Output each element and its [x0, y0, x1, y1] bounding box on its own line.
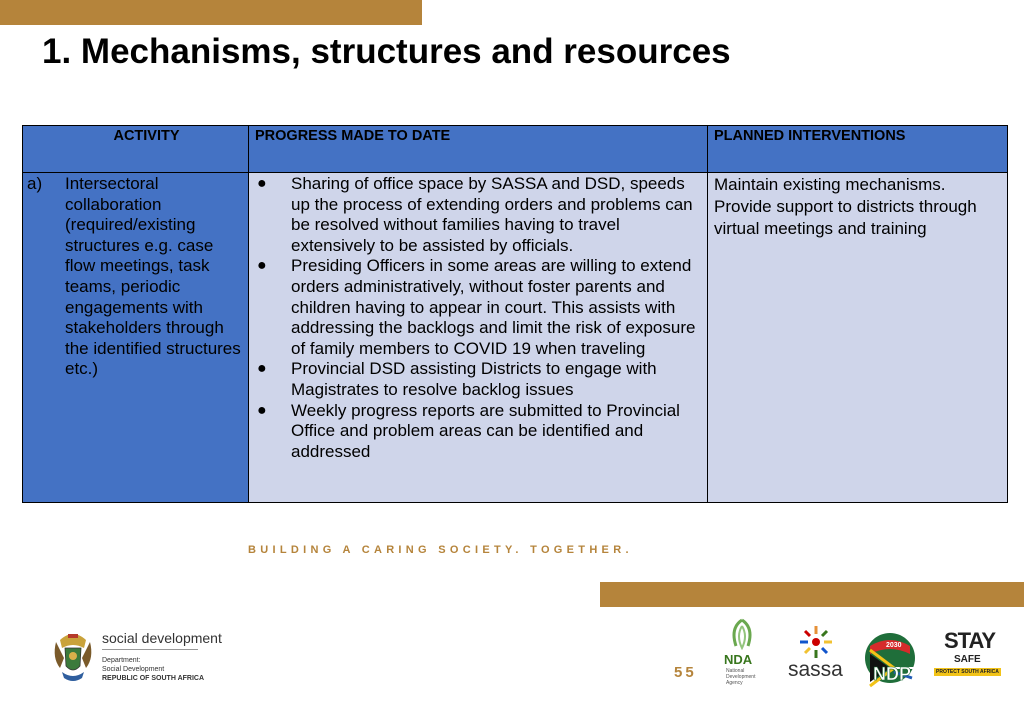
progress-list — [253, 174, 703, 462]
progress-item-text: Sharing of office space by SASSA and DSD, speeds up the process of extending orders and problems can be resolved without families having to travel extensively to be assisted by officials. — [291, 174, 693, 255]
dsd-line1: Department: — [102, 657, 141, 664]
planned-line: Maintain existing mechanisms. — [714, 175, 946, 194]
activity-text: Intersectoral collaboration (required/existing structures e.g. case flow meetings, task teams, periodic engagements with stakeholders through the identified structures etc.) — [65, 174, 241, 379]
nda-abbr: NDA — [724, 652, 753, 667]
staysafe-top: STAY — [944, 628, 996, 653]
sassa-name: sassa — [788, 658, 843, 681]
header-planned: PLANNED INTERVENTIONS — [708, 126, 1008, 173]
planned-line: Provide support to districts through virtual meetings and training — [714, 197, 977, 238]
top-accent-bar — [0, 0, 422, 25]
dsd-line2: Social Development — [102, 666, 165, 673]
dsd-logo — [52, 624, 222, 688]
dsd-divider — [102, 649, 198, 650]
bullet-icon: ● — [257, 175, 267, 192]
header-progress: PROGRESS MADE TO DATE — [249, 126, 708, 173]
activity-cell — [23, 173, 249, 503]
ndp-year: 2030 — [886, 642, 902, 649]
sassa-logo — [786, 624, 846, 692]
staysafe-banner: PROTECT SOUTH AFRICA — [936, 669, 999, 675]
tagline: BUILDING A CARING SOCIETY. TOGETHER. — [248, 544, 633, 556]
nda-swirl-icon — [724, 618, 760, 652]
planned-cell — [708, 173, 1008, 503]
bottom-accent-bar — [600, 582, 1024, 607]
nda-logo — [722, 618, 766, 690]
bullet-icon: ● — [257, 401, 267, 419]
list-item — [253, 359, 703, 400]
progress-table — [22, 125, 1008, 503]
ndp-logo — [864, 628, 916, 688]
activity-letter: a) — [27, 174, 43, 193]
bullet-icon: ● — [257, 360, 267, 378]
list-item — [253, 174, 703, 256]
header-activity: ACTIVITY — [23, 126, 249, 173]
progress-cell — [249, 173, 708, 503]
ndp-abbr: NDP — [873, 664, 912, 684]
dsd-name: social development — [102, 630, 222, 646]
staysafe-logo — [930, 628, 1000, 690]
progress-item-text: Provincial DSD assisting Districts to engage with Magistrates to resolve backlog issues — [291, 359, 657, 399]
nda-line2: Development — [726, 674, 756, 680]
sassa-emblem-icon — [798, 624, 834, 660]
nda-line1: National — [726, 668, 745, 674]
progress-item-text: Presiding Officers in some areas are willing to extend orders administratively, without foster parents and children having to appear in court. This assists with addressing the backlogs and limit the risk of exposure of family members to COVID 19 when traveling — [291, 256, 696, 358]
list-item — [253, 401, 703, 463]
list-item — [253, 256, 703, 359]
nda-line3: Agency — [726, 680, 743, 686]
slide-title: 1. Mechanisms, structures and resources — [42, 32, 731, 71]
bullet-icon: ● — [257, 257, 267, 275]
table-header-row — [23, 126, 1008, 173]
coat-of-arms-icon — [52, 628, 94, 686]
progress-item-text: Weekly progress reports are submitted to Provincial Office and problem areas can be identified and addressed — [291, 400, 680, 461]
dsd-line3: REPUBLIC OF SOUTH AFRICA — [102, 675, 205, 682]
page-number: 55 — [674, 664, 697, 681]
table-row — [23, 173, 1008, 503]
staysafe-middle: SAFE — [954, 654, 981, 665]
